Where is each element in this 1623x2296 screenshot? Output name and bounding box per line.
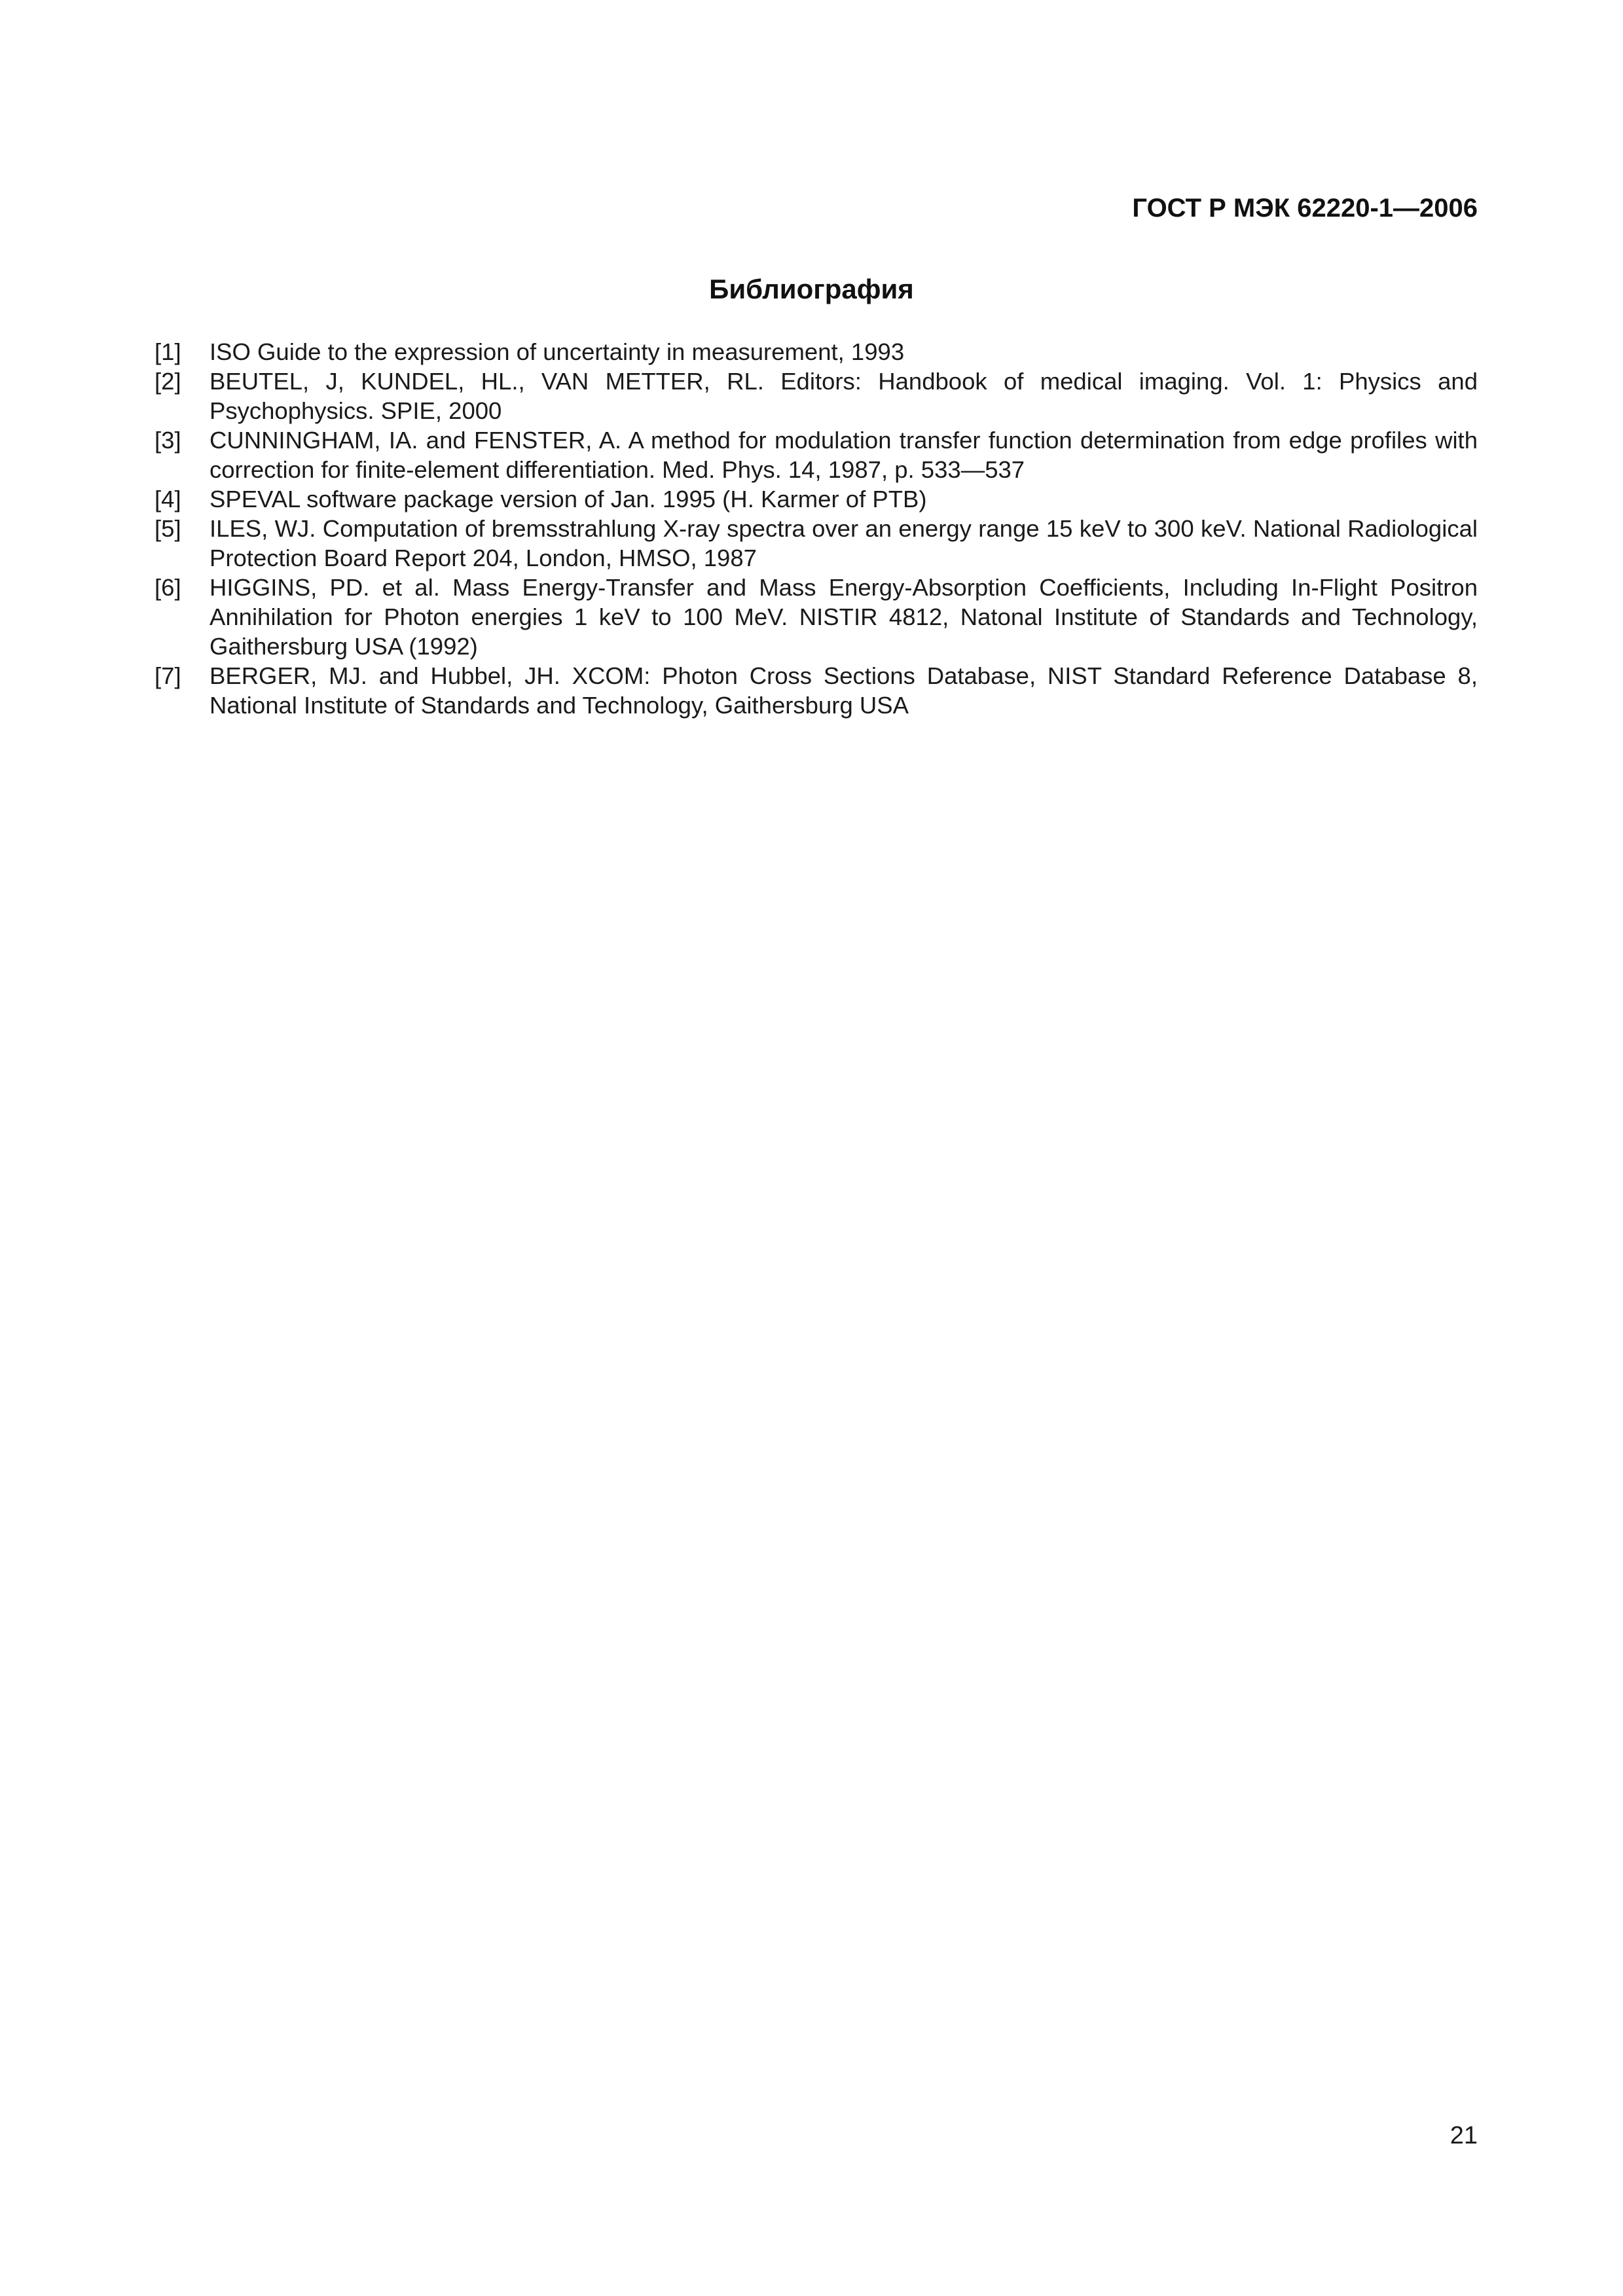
entry-text: HIGGINS, PD. et al. Mass Energy-Transfer and Mass Energy-Absorption Coefficients, Including In-Flight Positron Annihilation for Photon energies 1 keV to 100 MeV. NISTIR 4812, Natonal Institute of Standards and Technology, Gaithersburg USA (1992) [210,574,1478,660]
entry-text: SPEVAL software package version of Jan. 1995 (H. Karmer of PTB) [210,486,927,512]
entry-text: ISO Guide to the expression of uncertainty in measurement, 1993 [210,338,905,365]
entry-text: ILES, WJ. Computation of bremsstrahlung X-ray spectra over an energy range 15 keV to 300 keV. National Radiological Protection Board Report 204, London, HMSO, 1987 [210,515,1478,571]
entry-text: BERGER, MJ. and Hubbel, JH. XCOM: Photon Cross Sections Database, NIST Standard Reference Database 8, National Institute of Standards and Technology, Gaithersburg USA [210,662,1478,719]
bibliography-title: Библиография [709,274,914,304]
entry-number: [7] [155,662,181,689]
bibliography-entry [155,661,1478,720]
entry-number: [2] [155,368,181,395]
bibliography-entry [155,367,1478,425]
bibliography-entry [155,514,1478,573]
bibliography-entry [155,425,1478,484]
page-number: 21 [1450,2122,1478,2149]
bibliography-entry [155,573,1478,661]
entry-number: [5] [155,515,181,542]
entry-text: CUNNINGHAM, IA. and FENSTER, A. A method for modulation transfer function determination from edge profiles with correction for finite-element differentiation. Med. Phys. 14, 1987, p. 533—537 [210,427,1478,483]
entry-number: [4] [155,486,181,512]
document-code-header: ГОСТ Р МЭК 62220-1—2006 [1132,194,1478,223]
bibliography-entry [155,484,1478,514]
entry-number: [3] [155,427,181,454]
entry-text: BEUTEL, J, KUNDEL, HL., VAN METTER, RL. Editors: Handbook of medical imaging. Vol. 1: Physics and Psychophysics. SPIE, 2000 [210,368,1478,424]
entry-number: [6] [155,574,181,601]
bibliography-entry [155,337,1478,367]
entry-number: [1] [155,338,181,365]
bibliography-list [155,337,1478,720]
